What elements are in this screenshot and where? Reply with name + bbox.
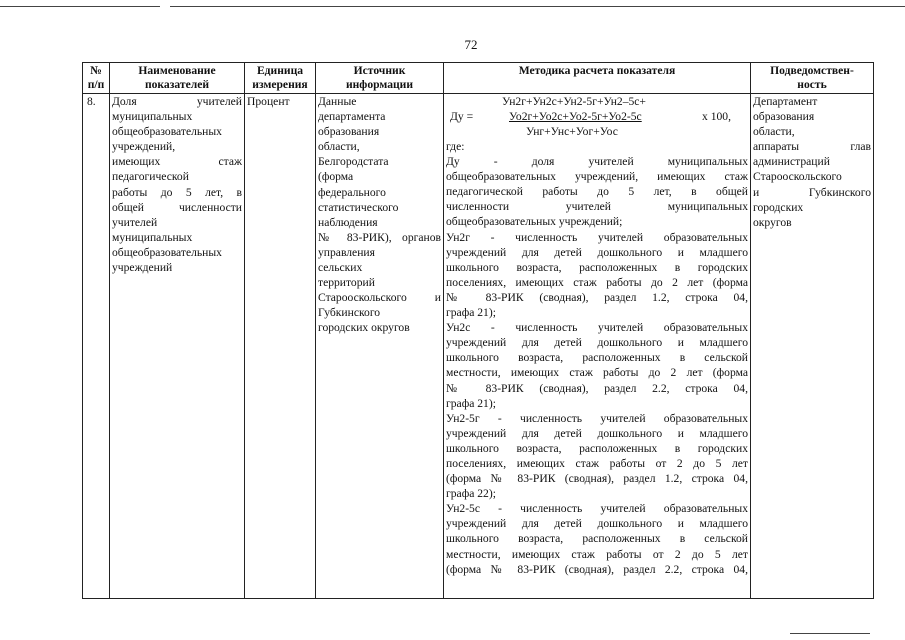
formula [446,94,748,139]
header-source: Источник информации [316,63,444,94]
indicator-name: Доля учителей муниципальных общеобразовательных учреждений, имеющих стаж педагогической работы до 5 лет, в общей численности учителей муниципальных общеобразовательных учреждений [112,95,242,275]
indicator-name-cell [110,94,245,599]
top-rule-left [0,6,160,7]
header-name: Наименование показателей [110,63,245,94]
formula-denominator: Унг+Унс+Уог+Уос [526,125,618,138]
source-cell [316,94,444,599]
row-number: 8. [83,94,110,599]
page-number: 72 [464,37,478,52]
formula-numerator: Уо2г+Уо2с+Уо2-5г+Уо2-5с [509,110,642,123]
table-header-row [83,63,874,94]
source-text: Данные департамента образования области, Белгородстата (форма федерального статистического наблюдения № 83-РИК), органов управления сельских территорий Старооскольского и Губкинского городских округов [318,95,441,335]
header-subordination: Подведомствен- ность [751,63,874,94]
header-num: № п/п [83,63,110,94]
method-description: где: Ду - доля учителей муниципальных общеобразовательных учреждений, имеющих стаж педагогической работы до 5 лет, в общей численности учителей муниципальных общеобразовательных учреждений; Ун2г - численность учителей образовательных учреждений для детей дошкольного и младшего школьного возраста, расположенных в городских поселениях, имеющих стаж работы до 2 лет (форма № 83-РИК (сводная), раздел 1.2, строка 04, графа 21); Ун2с - численность учителей образовательных учреждений для детей дошкольного и младшего школьного возраста, расположенных в сельской местности, имеющих стаж работы до 2 лет (форма № 83-РИК (сводная), раздел 2.2, строка 04, графа 21); Ун2-5г - численность учителей образовательных учреждений для детей дошкольного и младшего школьного возраста, расположенных в городских поселениях, имеющих стаж работы от 2 до 5 лет (форма № 83-РИК (сводная), раздел 1.2, строка 04, графа 22); Ун2-5с - численность учителей образовательных учреждений для детей дошкольного и младшего школьного возраста, расположенных в сельской местности, имеющих стаж работы от 2 до 5 лет (форма № 83-РИК (сводная), раздел 2.2, строка 04, [446,140,748,576]
bottom-rule [790,633,870,634]
indicator-table [82,62,874,599]
formula-multiplier: х 100, [702,110,731,123]
top-rule-right [170,6,905,7]
subordination-cell [751,94,874,599]
header-method: Методика расчета показателя [444,63,751,94]
formula-label: Ду = [450,110,474,123]
subordination-text: Департамент образования области, аппараты глав администраций Старооскольского и Губкинского городских округов [753,95,871,229]
header-unit: Единица измерения [245,63,316,94]
unit-cell: Процент [245,94,316,599]
formula-numerator-top: Ун2г+Ун2с+Ун2-5г+Ун2–5с+ [502,95,646,108]
method-cell [444,94,751,599]
table-row [83,94,874,599]
